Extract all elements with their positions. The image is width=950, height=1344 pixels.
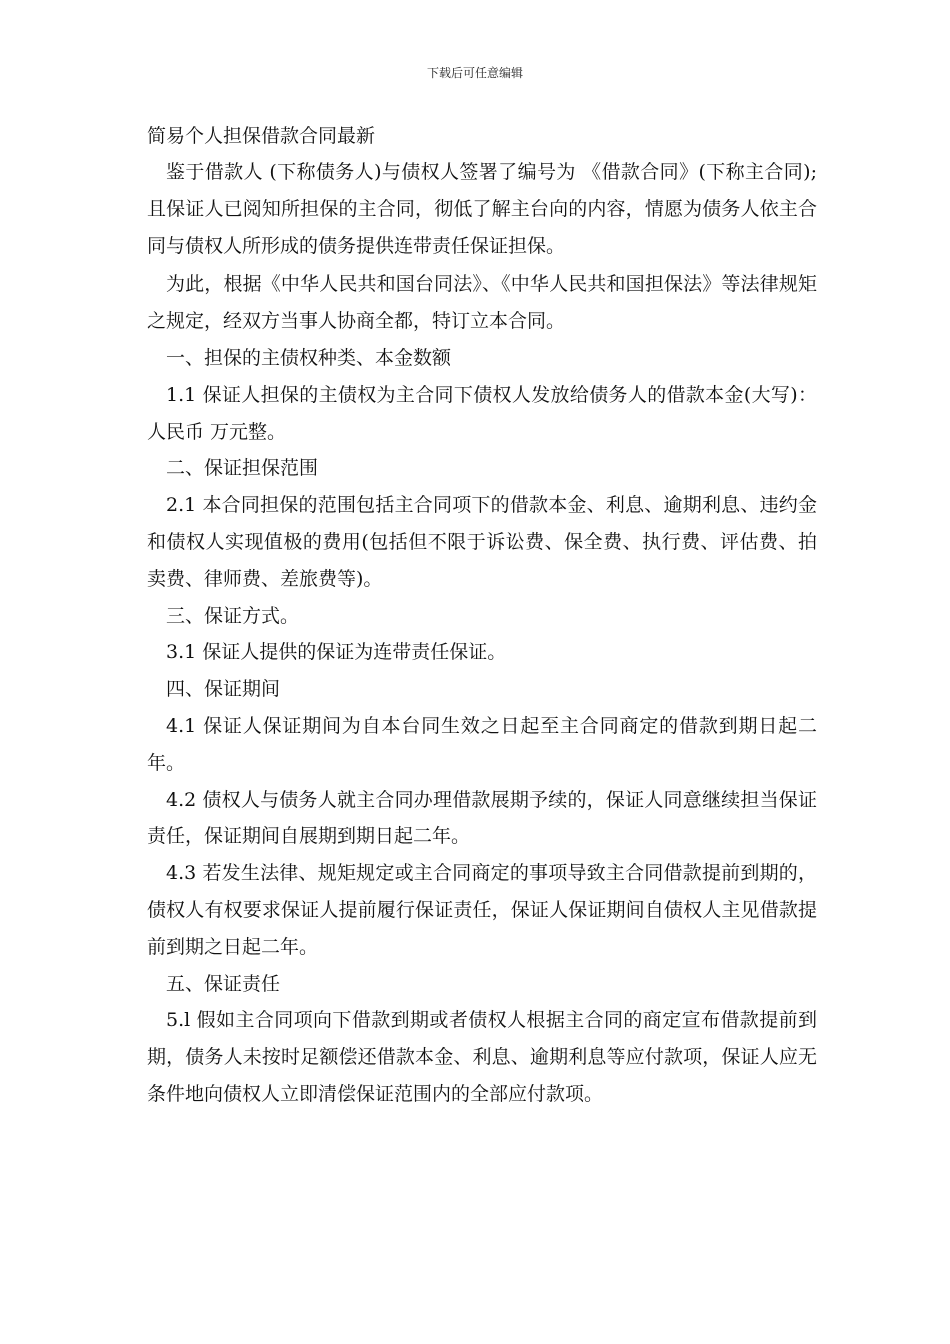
document-body — [147, 118, 817, 1113]
clause-5-1: 5.l 假如主合同项向下借款到期或者债权人根据主合同的商定宣布借款提前到期，债务人未按时足额偿还借款本金、利息、逾期利息等应付款项，保证人应无条件地向债权人立即清偿保证范围内的全部应付款项。 — [147, 1009, 817, 1105]
page-header: 下载后可任意编辑 — [426, 66, 523, 80]
clause-2-1: 2.1 本合同担保的范围包括主合同项下的借款本金、利息、逾期利息、违约金和债权人实现值极的费用(包括但不限于诉讼费、保全费、执行费、评估费、拍卖费、律师费、差旅费等)。 — [147, 494, 817, 590]
clause-4-3: 4.3 若发生法律、规矩规定或主合同商定的事项导致主合同借款提前到期的，债权人有权要求保证人提前履行保证责任，保证人保证期间自债权人主见借款提前到期之日起二年。 — [147, 862, 817, 958]
clause-3-1: 3.1 保证人提供的保证为连带责任保证。 — [166, 641, 507, 664]
paragraph-preamble: 鉴于借款人 (下称债务人)与债权人签署了编号为 《借款合同》(下称主合同);且保证人已阅知所担保的主合同，彻低了解主台向的内容，情愿为债务人依主合同与债权人所形成的债务提供连带责任保证担保。 — [147, 161, 817, 257]
clause-4-2: 4.2 债权人与债务人就主合同办理借款展期予续的，保证人同意继续担当保证责任，保证期间自展期到期日起二年。 — [147, 788, 817, 848]
document-title: 简易个人担保借款合同最新 — [147, 125, 376, 147]
section-heading-1: 一、担保的主债权种类、本金数额 — [166, 346, 452, 369]
paragraph-basis: 为此，根据《中华人民共和国台同法》、《中华人民共和国担保法》等法律规矩之规定，经双方当事人协商全都，特订立本合同。 — [147, 273, 817, 333]
clause-1-1: 1.1 保证人担保的主债权为主合同下债权人发放给债务人的借款本金(大写)：人民币 万元整。 — [147, 383, 817, 443]
clause-4-1: 4.1 保证人保证期间为自本台同生效之日起至主合同商定的借款到期日起二年。 — [147, 714, 817, 774]
section-heading-3: 三、保证方式。 — [166, 604, 300, 627]
section-heading-2: 二、保证担保范围 — [166, 457, 319, 480]
section-heading-5: 五、保证责任 — [166, 972, 281, 995]
section-heading-4: 四、保证期间 — [166, 678, 281, 701]
